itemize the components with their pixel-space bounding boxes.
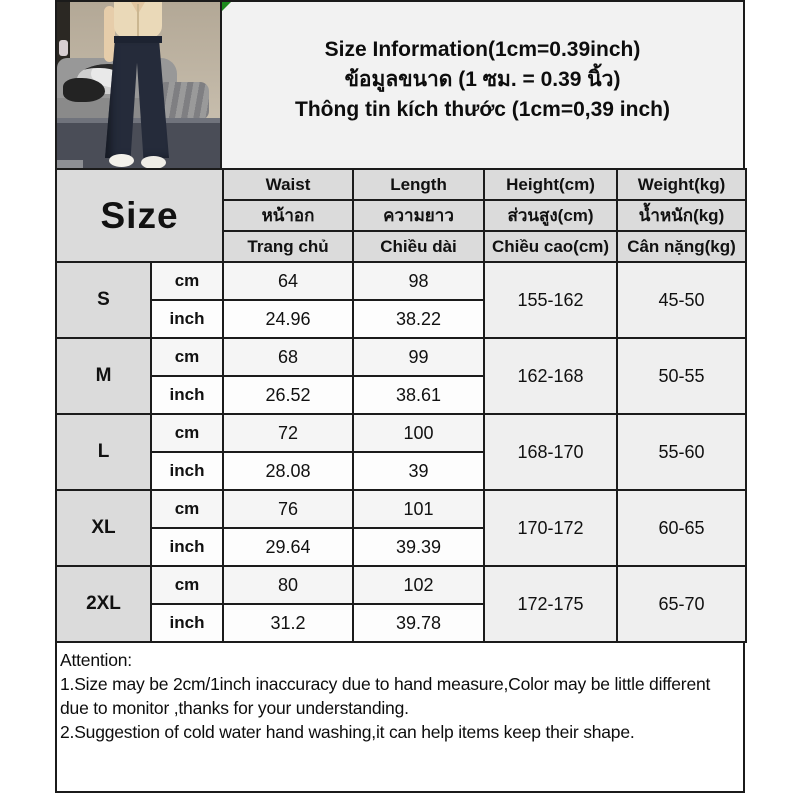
height-header-vi: Chiều cao(cm)	[484, 231, 617, 262]
s-height-range: 155-162	[484, 262, 617, 338]
m-height-range: 162-168	[484, 338, 617, 414]
header-row-english	[56, 169, 746, 200]
m-length-cm: 99	[353, 338, 484, 376]
l-weight-range: 55-60	[617, 414, 746, 490]
waist-header-vi: Trang chủ	[223, 231, 353, 262]
photo-jeans-waistband	[114, 36, 162, 43]
size-label-m: M	[56, 338, 151, 414]
size-label-2xl: 2XL	[56, 566, 151, 642]
unit-inch-label: inch	[151, 528, 223, 566]
unit-cm-label: cm	[151, 566, 223, 604]
l-height-range: 168-170	[484, 414, 617, 490]
weight-header-vi: Cân nặng(kg)	[617, 231, 746, 262]
m-length-inch: 38.61	[353, 376, 484, 414]
weight-header-en: Weight(kg)	[617, 169, 746, 200]
attention-notes	[55, 643, 745, 793]
waist-header-th: หน้าอก	[223, 200, 353, 231]
size-label-s: S	[56, 262, 151, 338]
product-photo	[57, 2, 222, 168]
l-length-cm: 100	[353, 414, 484, 452]
s-waist-inch: 24.96	[223, 300, 353, 338]
2xl-height-range: 172-175	[484, 566, 617, 642]
height-header-en: Height(cm)	[484, 169, 617, 200]
size-column-header: Size	[56, 169, 223, 262]
table-row-s-cm	[56, 262, 746, 300]
table-row-m-cm	[56, 338, 746, 376]
l-waist-inch: 28.08	[223, 452, 353, 490]
title-thai: ข้อมูลขนาด (1 ซม. = 0.39 นิ้ว)	[344, 68, 621, 91]
s-waist-cm: 64	[223, 262, 353, 300]
photo-model-shoe	[109, 154, 134, 167]
2xl-length-cm: 102	[353, 566, 484, 604]
length-header-vi: Chiều dài	[353, 231, 484, 262]
2xl-waist-inch: 31.2	[223, 604, 353, 642]
unit-inch-label: inch	[151, 452, 223, 490]
s-weight-range: 45-50	[617, 262, 746, 338]
attention-item-1: 1.Size may be 2cm/1inch inaccuracy due to hand measure,Color may be little different due to monitor ,thanks for your understanding.	[60, 674, 711, 718]
height-header-th: ส่วนสูง(cm)	[484, 200, 617, 231]
size-label-xl: XL	[56, 490, 151, 566]
photo-shelf-item	[59, 40, 68, 56]
green-corner-marker-icon	[222, 2, 231, 11]
title-english: Size Information(1cm=0.39inch)	[324, 38, 641, 61]
l-length-inch: 39	[353, 452, 484, 490]
attention-item-2: 2.Suggestion of cold water hand washing,it can help items keep their shape.	[60, 722, 635, 742]
xl-height-range: 170-172	[484, 490, 617, 566]
m-waist-cm: 68	[223, 338, 353, 376]
m-weight-range: 50-55	[617, 338, 746, 414]
m-waist-inch: 26.52	[223, 376, 353, 414]
l-waist-cm: 72	[223, 414, 353, 452]
size-label-l: L	[56, 414, 151, 490]
2xl-weight-range: 65-70	[617, 566, 746, 642]
attention-heading: Attention:	[60, 650, 132, 670]
unit-cm-label: cm	[151, 338, 223, 376]
s-length-inch: 38.22	[353, 300, 484, 338]
photo-model-shoe	[141, 156, 166, 168]
size-information-title-block	[222, 2, 743, 168]
unit-inch-label: inch	[151, 376, 223, 414]
unit-cm-label: cm	[151, 414, 223, 452]
size-chart-sheet	[55, 0, 745, 793]
table-row-2xl-cm	[56, 566, 746, 604]
xl-length-inch: 39.39	[353, 528, 484, 566]
2xl-waist-cm: 80	[223, 566, 353, 604]
photo-floor	[57, 160, 83, 168]
photo-dark-item	[63, 78, 105, 102]
length-header-en: Length	[353, 169, 484, 200]
xl-waist-inch: 29.64	[223, 528, 353, 566]
photo-rug-edge	[57, 118, 220, 123]
waist-header-en: Waist	[223, 169, 353, 200]
s-length-cm: 98	[353, 262, 484, 300]
xl-weight-range: 60-65	[617, 490, 746, 566]
unit-inch-label: inch	[151, 300, 223, 338]
header-row	[55, 0, 745, 168]
xl-length-cm: 101	[353, 490, 484, 528]
2xl-length-inch: 39.78	[353, 604, 484, 642]
unit-inch-label: inch	[151, 604, 223, 642]
weight-header-th: น้ำหนัก(kg)	[617, 200, 746, 231]
length-header-th: ความยาว	[353, 200, 484, 231]
title-vietnamese: Thông tin kích thước (1cm=0,39 inch)	[295, 98, 670, 121]
unit-cm-label: cm	[151, 262, 223, 300]
xl-waist-cm: 76	[223, 490, 353, 528]
table-row-xl-cm	[56, 490, 746, 528]
table-row-l-cm	[56, 414, 746, 452]
size-table	[55, 168, 747, 643]
photo-model-button-line	[137, 4, 139, 36]
unit-cm-label: cm	[151, 490, 223, 528]
